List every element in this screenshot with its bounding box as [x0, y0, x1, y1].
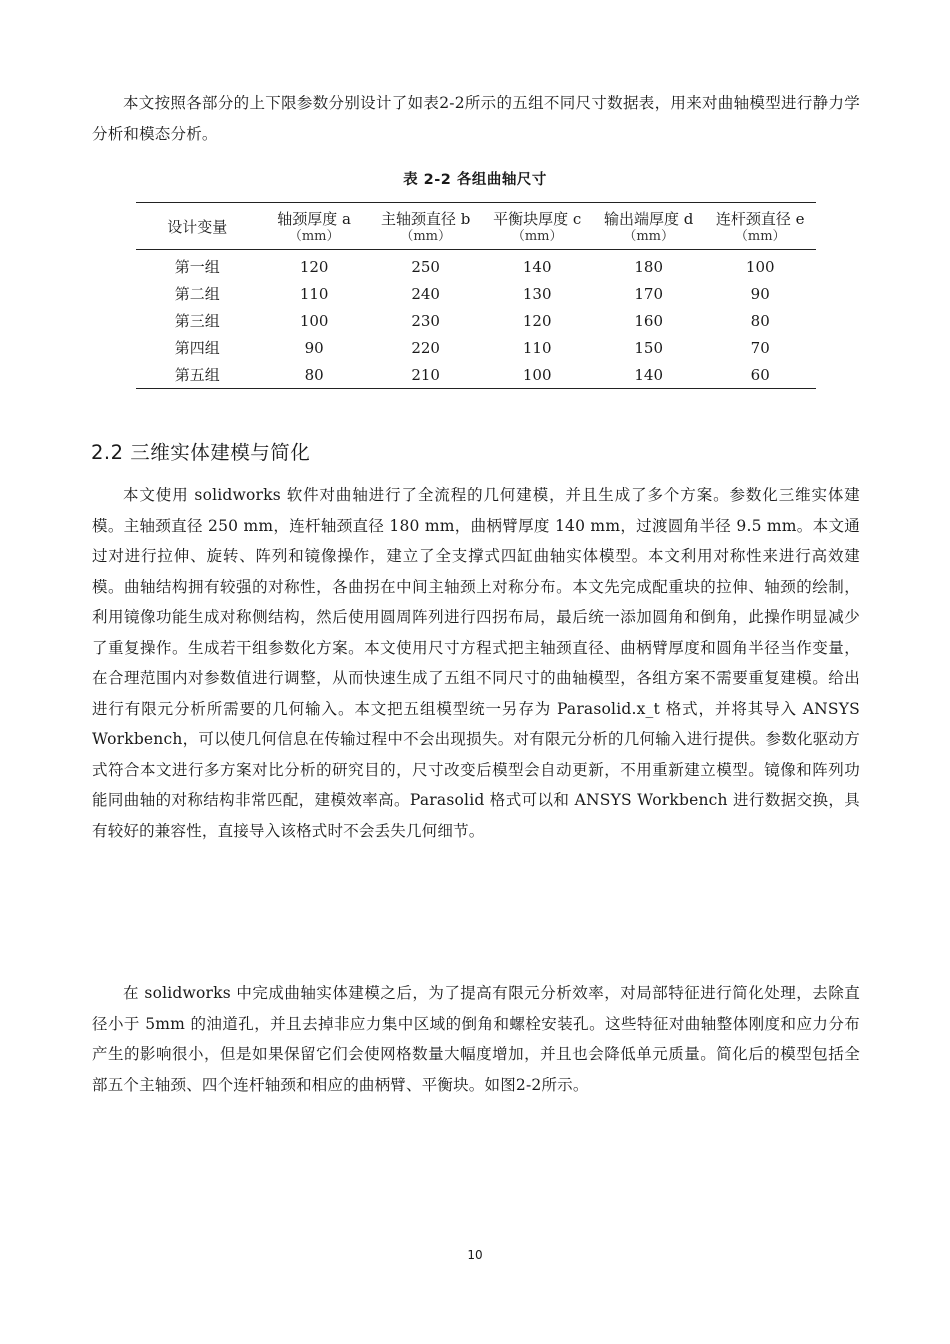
header-column: [704, 203, 816, 250]
table-row: [136, 280, 816, 307]
intro-paragraph: 本文按照各部分的上下限参数分别设计了如表2-2所示的五组不同尺寸数据表，用来对曲轴模型进行静力学分析和模态分析。: [92, 94, 860, 143]
header-column: [258, 203, 370, 250]
table-cell: 70: [750, 338, 770, 357]
table-cell: 90: [304, 338, 324, 357]
row-label: 第二组: [174, 285, 220, 303]
header-column-name: 连杆颈直径 e: [715, 210, 805, 228]
table-cell: 100: [522, 365, 552, 384]
table-cell: 120: [299, 257, 329, 276]
table-cell: 180: [634, 257, 664, 276]
table-cell: 100: [299, 311, 329, 330]
table-cell: 130: [522, 284, 552, 303]
header-column-unit: （mm）: [288, 229, 340, 244]
simplification-paragraph: 在 solidworks 中完成曲轴实体建模之后，为了提高有限元分析效率，对局部特征进行简化处理，去除直径小于 5mm 的油道孔，并且去掉非应力集中区域的倒角和螺栓安装孔。这些特征对曲轴整体刚度和应力分布产生的影响很小，但是如果保留它们会使网格数量大幅度增加，并且也会降低单元质量。简化后的模型包括全部五个主轴颈、四个连杆轴颈和相应的曲柄臂、平衡块。如图2-2所示。: [92, 984, 860, 1094]
table-caption: 表 2-2 各组曲轴尺寸: [403, 172, 547, 188]
header-column-unit: （mm）: [511, 229, 563, 244]
header-column-unit: （mm）: [734, 229, 786, 244]
header-column-unit: （mm）: [400, 229, 451, 244]
header-column-name: 输出端厚度 d: [604, 210, 694, 228]
table-header-row: [136, 203, 816, 250]
row-label: 第三组: [174, 312, 220, 330]
table-cell: 100: [745, 257, 775, 276]
table-cell: 220: [411, 338, 440, 357]
header-column: [370, 203, 482, 250]
table-cell: 160: [634, 311, 664, 330]
table-cell: 250: [411, 257, 440, 276]
row-label: 第一组: [174, 258, 220, 276]
table-cell: 80: [304, 365, 324, 384]
table-cell: 60: [750, 365, 770, 384]
table-row: [136, 250, 816, 281]
table-cell: 170: [634, 284, 664, 303]
modeling-paragraph: 本文使用 solidworks 软件对曲轴进行了全流程的几何建模，并且生成了多个方案。参数化三维实体建模。主轴颈直径 250 mm，连杆轴颈直径 180 mm，曲柄臂厚度 140 mm，过渡圆角半径 9.5 mm。本文通过对进行拉伸、旋转、阵列和镜像操作，建立了全支撑式四缸曲轴实体模型。本文利用对称性来进行高效建模。曲轴结构拥有较强的对称性，各曲拐在中间主轴颈上对称分布。本文先完成配重块的拉伸、轴颈的绘制，利用镜像功能生成对称侧结构，然后使用圆周阵列进行四拐布局，最后统一添加圆角和倒角，此操作明显减少了重复操作。生成若干组参数化方案。本文使用尺寸方程式把主轴颈直径、曲柄臂厚度和圆角半径当作变量，在合理范围内对参数值进行调整，从而快速生成了五组不同尺寸的曲轴模型，各组方案不需要重复建模。给出进行有限元分析所需要的几何输入。本文把五组模型统一另存为 Parasolid.x_t 格式，并将其导入 ANSYS Workbench，可以使几何信息在传输过程中不会出现损失。对有限元分析的几何输入进行提供。参数化驱动方式符合本文进行多方案对比分析的研究目的，尺寸改变后模型会自动更新，不用重新建立模型。镜像和阵列功能同曲轴的对称结构非常匹配，建模效率高。Parasolid 格式可以和 ANSYS Workbench 进行数据交换，具有较好的兼容性，直接导入该格式时不会丢失几何细节。: [92, 486, 860, 840]
page-number: 10: [467, 1248, 483, 1262]
table-cell: 140: [522, 257, 552, 276]
header-design-variable: 设计变量: [167, 218, 228, 236]
table-row: [136, 334, 816, 361]
table-cell: 110: [522, 338, 552, 357]
table-cell: 110: [299, 284, 329, 303]
table-cell: 150: [634, 338, 664, 357]
header-column-name: 轴颈厚度 a: [277, 210, 351, 228]
table-cell: 230: [411, 311, 440, 330]
table-cell: 210: [411, 365, 440, 384]
crankshaft-dimension-table: [136, 202, 816, 389]
header-column: [481, 203, 593, 250]
table-cell: 140: [634, 365, 664, 384]
table-cell: 240: [411, 284, 440, 303]
table-row: [136, 307, 816, 334]
table-row: [136, 361, 816, 389]
header-column-name: 平衡块厚度 c: [493, 210, 582, 228]
section-heading: 2.2 三维实体建模与简化: [91, 441, 311, 464]
table-cell: 80: [750, 311, 770, 330]
header-column-name: 主轴颈直径 b: [380, 210, 471, 228]
header-column: [593, 203, 705, 250]
table-cell: 90: [750, 284, 770, 303]
header-column-unit: （mm）: [623, 229, 675, 244]
row-label: 第五组: [174, 366, 220, 384]
row-label: 第四组: [174, 339, 220, 357]
table-cell: 120: [522, 311, 552, 330]
